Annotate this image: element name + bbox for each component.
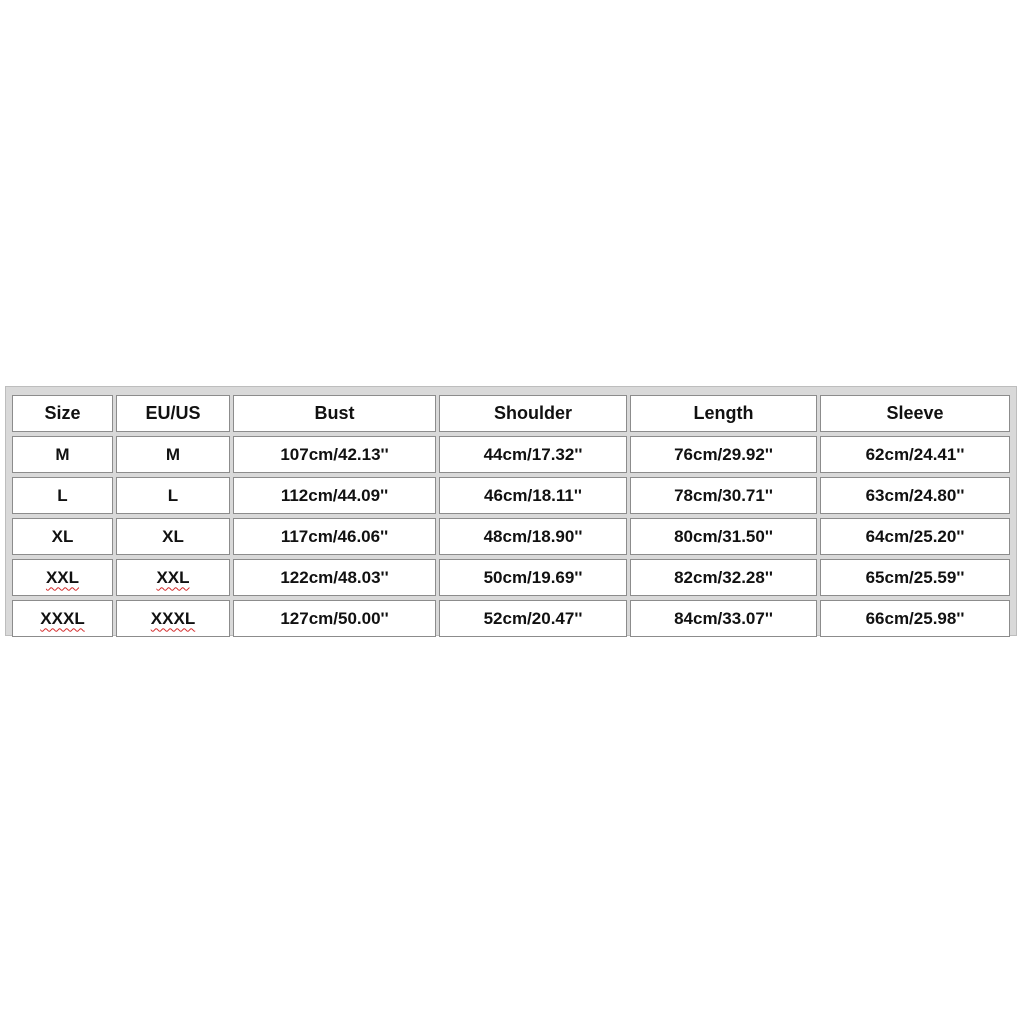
bust-cell: 127cm/50.00'' xyxy=(233,600,436,637)
length-cell: 78cm/30.71'' xyxy=(630,477,817,514)
size-cell xyxy=(12,477,113,514)
sleeve-cell: 65cm/25.59'' xyxy=(820,559,1010,596)
size-label: M xyxy=(55,444,70,464)
bust-cell: 112cm/44.09'' xyxy=(233,477,436,514)
eu-us-label: L xyxy=(167,485,179,505)
size-cell xyxy=(12,559,113,596)
size-label: XL xyxy=(51,526,74,546)
eu-us-label: M xyxy=(165,444,181,464)
length-cell: 80cm/31.50'' xyxy=(630,518,817,555)
table-row xyxy=(12,436,1010,473)
shoulder-cell: 46cm/18.11'' xyxy=(439,477,627,514)
size-label: XXXL xyxy=(40,608,85,628)
size-cell xyxy=(12,600,113,637)
bust-cell: 122cm/48.03'' xyxy=(233,559,436,596)
header-cell-size: Size xyxy=(12,395,113,432)
sleeve-cell: 64cm/25.20'' xyxy=(820,518,1010,555)
table-row xyxy=(12,600,1010,637)
size-label: XXL xyxy=(45,567,80,587)
size-cell xyxy=(12,518,113,555)
size-label: L xyxy=(57,485,68,505)
length-cell: 76cm/29.92'' xyxy=(630,436,817,473)
bust-cell: 107cm/42.13'' xyxy=(233,436,436,473)
table-row xyxy=(12,518,1010,555)
shoulder-cell: 52cm/20.47'' xyxy=(439,600,627,637)
sleeve-cell: 63cm/24.80'' xyxy=(820,477,1010,514)
eu-us-cell xyxy=(116,436,230,473)
header-cell-shoulder: Shoulder xyxy=(439,395,627,432)
bust-cell: 117cm/46.06'' xyxy=(233,518,436,555)
eu-us-cell xyxy=(116,559,230,596)
header-cell-sleeve: Sleeve xyxy=(820,395,1010,432)
size-cell xyxy=(12,436,113,473)
shoulder-cell: 48cm/18.90'' xyxy=(439,518,627,555)
eu-us-cell xyxy=(116,477,230,514)
header-cell-length: Length xyxy=(630,395,817,432)
length-cell: 82cm/32.28'' xyxy=(630,559,817,596)
table-header-row xyxy=(12,395,1010,432)
header-cell-bust: Bust xyxy=(233,395,436,432)
eu-us-label: XL xyxy=(162,526,184,546)
eu-us-cell xyxy=(116,518,230,555)
shoulder-cell: 44cm/17.32'' xyxy=(439,436,627,473)
eu-us-label: XXL xyxy=(156,567,190,587)
size-chart-table-frame xyxy=(5,386,1017,636)
header-cell-eu-us: EU/US xyxy=(116,395,230,432)
sleeve-cell: 66cm/25.98'' xyxy=(820,600,1010,637)
table-row xyxy=(12,559,1010,596)
sleeve-cell: 62cm/24.41'' xyxy=(820,436,1010,473)
eu-us-label: XXXL xyxy=(150,608,196,628)
size-chart-table xyxy=(9,391,1013,641)
table-row xyxy=(12,477,1010,514)
eu-us-cell xyxy=(116,600,230,637)
shoulder-cell: 50cm/19.69'' xyxy=(439,559,627,596)
length-cell: 84cm/33.07'' xyxy=(630,600,817,637)
